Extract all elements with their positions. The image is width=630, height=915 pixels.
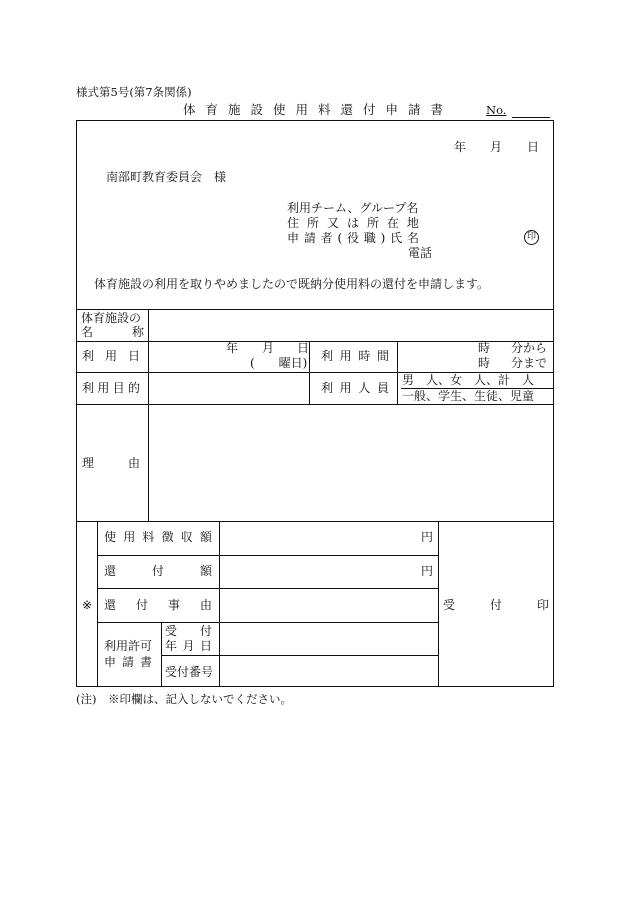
facility-name-label-2	[81, 325, 144, 339]
label-char: 在	[386, 216, 399, 230]
fee-collected-label	[104, 530, 212, 544]
label-char: 申	[287, 231, 300, 245]
divider	[161, 655, 438, 656]
address-label	[287, 216, 419, 230]
label-char: 氏	[390, 231, 403, 245]
date-year-label: 年	[454, 140, 467, 154]
label-char: 又	[326, 216, 339, 230]
permit-application-label-1: 利用許可	[104, 639, 153, 653]
label-char: 時	[358, 349, 371, 363]
refund-amount-label	[104, 564, 212, 578]
label-char: 収	[180, 530, 193, 544]
use-date-month: 月	[262, 341, 275, 355]
label-char: 請	[303, 231, 316, 245]
label-char: 料	[142, 530, 155, 544]
label-char: 日	[199, 639, 212, 653]
application-statement: 体育施設の利用を取りやめましたので既納分使用料の還付を申請します。	[94, 277, 490, 291]
label-char: 職	[363, 231, 376, 245]
label-char: 員	[376, 381, 389, 395]
label-char: 用	[123, 530, 136, 544]
label-char: 月	[182, 639, 195, 653]
receipt-date-label-1	[165, 624, 212, 638]
use-date-year: 年	[226, 341, 239, 355]
number-field-line[interactable]	[512, 117, 550, 118]
use-time-end-hour: 時	[478, 356, 491, 370]
label-char: 地	[406, 216, 419, 230]
label-char: 付	[151, 564, 164, 578]
addressee: 南部町教育委員会 様	[106, 170, 227, 184]
applicant-name-label	[287, 231, 419, 245]
team-name-label: 利用チーム、グループ名	[287, 201, 419, 215]
label-char: 名	[81, 325, 94, 339]
refund-amount-unit: 円	[421, 564, 434, 578]
divider	[219, 521, 220, 687]
label-char: 使	[104, 530, 117, 544]
label-char: 間	[376, 349, 389, 363]
receipt-stamp-label	[443, 598, 549, 612]
seal-mark: 印	[524, 230, 539, 245]
label-char: 額	[199, 564, 212, 578]
footnote: (注) ※印欄は、記入しないでください。	[76, 692, 292, 706]
label-char: 印	[536, 598, 549, 612]
label-char: 的	[127, 381, 140, 395]
label-char: 利	[82, 349, 95, 363]
use-date-label	[82, 349, 140, 363]
use-time-start-hour: 時	[478, 341, 491, 355]
use-date-weekday: ( 曜日)	[250, 356, 308, 370]
label-char: 用	[97, 381, 110, 395]
label-char: 名	[406, 231, 419, 245]
office-use-mark: ※	[82, 598, 93, 612]
label-char: 由	[199, 598, 212, 612]
refund-reason-label	[104, 598, 212, 612]
form-number: 様式第5号(第7条関係)	[76, 85, 192, 99]
label-char: 受	[443, 598, 456, 612]
users-category-line: 一般、学生、生徒、児童	[402, 389, 535, 403]
date-month-label: 月	[490, 140, 503, 154]
divider	[97, 555, 438, 556]
label-char: 用	[104, 349, 117, 363]
divider	[148, 309, 149, 521]
page-title: 体育施設使用料還付申請書	[183, 102, 454, 117]
divider	[97, 588, 438, 589]
purpose-label	[82, 381, 140, 395]
use-time-label	[321, 349, 389, 363]
divider	[438, 521, 439, 687]
date-day-label: 日	[527, 140, 540, 154]
reason-label	[82, 456, 140, 470]
phone-label: 電話	[408, 246, 433, 260]
label-char: 書	[139, 655, 152, 669]
divider	[161, 622, 162, 687]
label-char: 所	[366, 216, 379, 230]
label-char: 所	[306, 216, 319, 230]
users-label	[321, 381, 389, 395]
number-label: No.	[486, 103, 507, 117]
label-char: 受	[165, 624, 178, 638]
label-char: 用	[339, 381, 352, 395]
users-count-line: 男 人、女 人、計 人	[402, 373, 535, 387]
facility-name-label-1: 体育施設の	[81, 311, 142, 325]
label-char: 利	[321, 381, 334, 395]
label-char: 事	[167, 598, 180, 612]
fee-collected-unit: 円	[421, 530, 434, 544]
divider	[397, 341, 398, 404]
label-char: 還	[104, 598, 117, 612]
divider	[97, 622, 438, 623]
label-char: 利	[82, 381, 95, 395]
receipt-date-label-2	[165, 639, 212, 653]
label-char: 理	[82, 456, 95, 470]
label-char: )	[380, 231, 386, 245]
divider	[309, 341, 310, 404]
use-time-start-minute: 分から	[511, 341, 548, 355]
label-char: 付	[199, 624, 212, 638]
label-char: 者	[320, 231, 333, 245]
label-char: 目	[112, 381, 125, 395]
label-char: 年	[165, 639, 178, 653]
label-char: 人	[358, 381, 371, 395]
label-char: 額	[199, 530, 212, 544]
label-char: 役	[346, 231, 359, 245]
receipt-number-label: 受付番号	[165, 665, 214, 679]
permit-application-label-2	[104, 655, 152, 669]
divider	[77, 521, 554, 522]
label-char: 住	[287, 216, 300, 230]
label-char: 日	[127, 349, 140, 363]
label-char: 還	[104, 564, 117, 578]
label-char: 用	[339, 349, 352, 363]
label-char: 由	[127, 456, 140, 470]
label-char: は	[346, 216, 359, 230]
use-time-end-minute: 分まで	[511, 356, 548, 370]
label-char: 付	[489, 598, 502, 612]
label-char: 申	[104, 655, 117, 669]
label-char: 請	[121, 655, 134, 669]
label-char: 称	[131, 325, 144, 339]
label-char: 利	[321, 349, 334, 363]
label-char: 徴	[161, 530, 174, 544]
label-char: (	[337, 231, 343, 245]
use-date-day: 日	[297, 341, 310, 355]
divider	[97, 521, 98, 687]
label-char: 付	[135, 598, 148, 612]
